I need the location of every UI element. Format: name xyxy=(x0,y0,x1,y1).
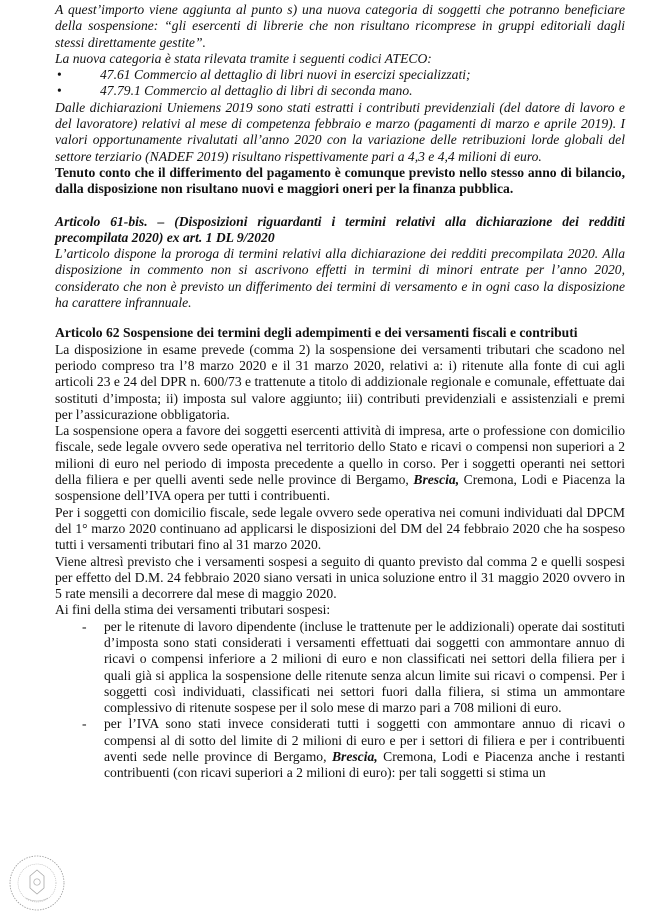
article-62-paragraph-3: Per i soggetti con domicilio fiscale, sede legale ovvero sede operativa nei comuni individuati dal DPCM del 1° marzo 2020 continuano ad applicarsi le disposizioni del DM del 24 febbraio 2020 che ha sospeso tutti i versamenti tributari fino al 31 marzo 2020. xyxy=(55,504,625,553)
paragraph-aggiunta: A quest’importo viene aggiunta al punto s) una nuova categoria di soggetti che potranno beneficiare della sospensione: “gli esercenti di librerie che non risultano ricomprese in gruppi editoriali dagli stessi direttamente gestite”. xyxy=(55,2,625,50)
document-page xyxy=(55,2,625,782)
ateco-item: • 47.61 Commercio al dettaglio di libri nuovi in esercizi specializzati; xyxy=(57,67,471,83)
camera-deputati-seal xyxy=(8,852,66,914)
article-62-paragraph-1: La disposizione in esame prevede (comma 2) la sospensione dei versamenti tributari che scadono nel periodo compreso tra l’8 marzo 2020 e il 31 marzo 2020, relativi a: i) ritenute alla fonte di cui agli articoli 23 e 24 del DPR n. 600/73 e trattenute a titolo di addizionale regionale e comunale, effettuate dai sostituti d’imposta; ii) imposta sul valore aggiunto; iii) contributi previdenziali e assistenziali e premi per l’assicurazione obbligatoria. xyxy=(55,341,625,422)
estimate-item-iva: - per l’IVA sono stati invece considerati tutti i soggetti con ammontare annuo di ricavi o compensi al di sotto del limite di 2 milioni di euro e per i settori di filiera e per i contribuenti aventi sede nelle province di Bergamo, Brescia, Cremona, Lodi e Piacenza anche i restanti contribuenti (con ricavi superiori a 2 milioni di euro): per tali soggetti si stima un xyxy=(82,716,625,781)
dash-icon: - xyxy=(82,716,87,732)
brescia-emphasis: Brescia, xyxy=(331,749,378,765)
article-61-bis-text: L’articolo dispone la proroga di termini relativi alla dichiarazione dei redditi precompilata 2020. Alla disposizione in commento non si ascrivono effetti in termini di minori entrate per l’anno 2020, considerato che non è previsto un differimento dei termini di versamento e in ogni caso la disposizione ha carattere infrannuale. xyxy=(55,246,625,311)
paragraph-conclusion: Tenuto conto che il differimento del pagamento è comunque previsto nello stesso anno di bilancio, dalla disposizione non risultano nuovi e maggiori oneri per la finanza pubblica. xyxy=(55,164,625,197)
dash-icon: - xyxy=(82,618,87,634)
estimate-item-ritenute: - per le ritenute di lavoro dipendente (incluse le trattenute per le addizionali) operate dai sostituti d’imposta sono stati considerati i versamenti effettuati dai soggetti con ammontare annuo di ricavi o compensi inferiore a 2 milioni di euro e non classificati nei settori della filiera per i quali già si applica la sospensione delle ritenute senza alcun limite sui ricavi o compensi. Per i soggetti così individuati, classificati nei settori fuori dalla filiera, si stima un ammontare complessivo di ritenute sospese per il solo mese di marzo pari a 708 milioni di euro. xyxy=(82,618,625,716)
ateco-item: • 47.79.1 Commercio al dettaglio di libri di seconda mano. xyxy=(57,83,413,99)
bullet-icon: • xyxy=(57,67,62,83)
article-62-title: Articolo 62 Sospensione dei termini degli adempimenti e dei versamenti fiscali e contributi xyxy=(55,325,578,341)
bullet-icon: • xyxy=(57,83,62,99)
seal-emblem-icon xyxy=(8,852,66,914)
article-62-paragraph-2: La sospensione opera a favore dei soggetti esercenti attività di impresa, arte o professione con domicilio fiscale, sede legale ovvero sede operativa nel territorio dello Stato e ricavi o compensi non superiori a 2 milioni di euro nel periodo di imposta precedente a quello in corso. Per i soggetti operanti nei settori della filiera e per quelli aventi sede nelle province di Bergamo, Brescia, Cremona, Lodi e Piacenza la sospensione dell’IVA opera per tutti i contribuenti. xyxy=(55,423,625,504)
brescia-emphasis: Brescia, xyxy=(413,472,460,488)
article-61-bis-title: Articolo 61-bis. – (Disposizioni riguardanti i termini relativi alla dichiarazione dei redditi precompilata 2020) ex art. 1 DL 9/2020 xyxy=(55,213,625,245)
estimate-list xyxy=(55,619,625,782)
paragraph-ateco-intro: La nuova categoria è stata rilevata tramite i seguenti codici ATECO: xyxy=(55,50,432,66)
ateco-list xyxy=(55,67,625,100)
article-62-paragraph-5: Ai fini della stima dei versamenti tributari sospesi: xyxy=(55,602,331,618)
paragraph-uniemens: Dalle dichiarazioni Uniemens 2019 sono stati estratti i contributi previdenziali (del datore di lavoro e del lavoratore) relativi al mese di competenza febbraio e marzo (pagamenti di marzo e aprile 2019). I valori opportunamente rivalutati all’anno 2020 con la variazione delle retribuzioni lorde globali del settore terziario (NADEF 2019) risultano rispettivamente pari a 4,3 e 4,4 milioni di euro. xyxy=(55,99,625,164)
article-62-paragraph-4: Viene altresì previsto che i versamenti sospesi a seguito di quanto previsto dal comma 2 e quelli sospesi per effetto del D.M. 24 febbraio 2020 siano versati in unica soluzione entro il 31 maggio 2020 ovvero in 5 rate mensili a decorrere dal mese di maggio 2020. xyxy=(55,553,625,602)
